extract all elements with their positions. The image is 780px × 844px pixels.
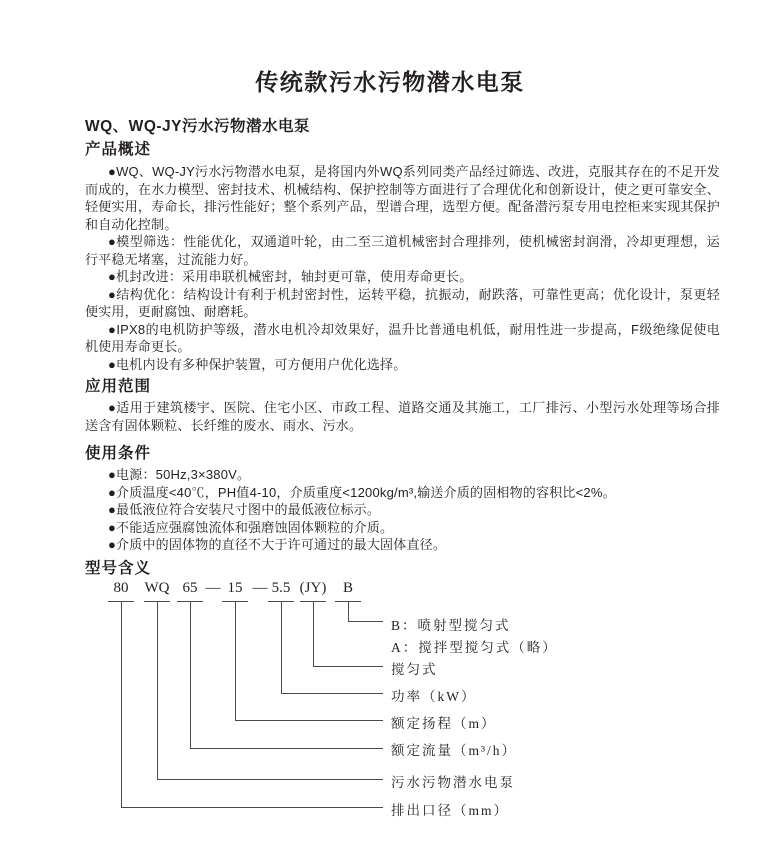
model-code-part-jy: (JY) [299, 579, 327, 596]
model-label-b-jet-mixing: B：喷射型搅匀式 [391, 617, 511, 633]
model-label-rated-head: 额定扬程（m） [391, 715, 497, 731]
document-content [0, 114, 780, 830]
model-label-mixing-type: 搅匀式 [391, 661, 438, 677]
connector-vline [348, 601, 349, 622]
model-code-part-series: WQ [144, 579, 170, 596]
model-label-pump-type: 污水污物潜水电泵 [391, 774, 515, 790]
connector-hline [235, 720, 383, 721]
overview-paragraph: ●模型筛选：性能优化，双通道叶轮，由二至三道机械密封合理排列，使机械密封润滑，冷却更理想，运行平稳无堵塞，过流能力好。 [85, 234, 720, 267]
overview-paragraph: ●电机内设有多种保护装置，可方便用户优化选择。 [108, 356, 407, 372]
connector-vline [235, 601, 236, 721]
section-heading-model-meaning: 型号含义 [85, 559, 152, 577]
section-heading-application-range: 应用范围 [85, 378, 152, 395]
connector-hline [190, 748, 383, 749]
overview-paragraph: ●结构优化：结构设计有利于机封密封性，运转平稳，抗振动，耐跌落，可靠性更高；优化设计，泵更轻便实用，更耐腐蚀、耐磨耗。 [85, 286, 720, 319]
condition-item: ●最低液位符合安装尺寸图中的最低液位标示。 [108, 502, 381, 517]
condition-item: ●介质中的固体物的直径不大于许可通过的最大固体直径。 [108, 537, 447, 552]
model-code-part-b: B [342, 579, 354, 596]
model-code-part-head: 15 [227, 579, 243, 596]
subtitle: WQ、WQ-JY污水污物潜水电泵 [85, 118, 310, 135]
connector-vline [281, 601, 282, 694]
overview-paragraph: ●机封改进：采用串联机械密封，轴封更可靠，使用寿命更长。 [108, 269, 473, 284]
model-code-part-outlet: 80 [113, 579, 129, 596]
model-code-part-flow: 65 [182, 579, 198, 596]
condition-item: ●电源：50Hz,3×380V。 [108, 467, 251, 482]
application-paragraph: ●适用于建筑楼宇、医院、住宅小区、市政工程、道路交通及其施工，工厂排污、小型污水处理等场合排送含有固体颗粒、长纤维的废水、雨水、污水。 [85, 400, 720, 433]
page-title: 传统款污水污物潜水电泵 [255, 69, 525, 95]
connector-hline [348, 621, 383, 622]
model-label-power: 功率（kW） [391, 688, 477, 704]
condition-item: ●不能适应强腐蚀流体和强磨蚀固体颗粒的介质。 [108, 519, 394, 535]
connector-vline [313, 601, 314, 667]
model-label-outlet-diameter: 排出口径（mm） [391, 802, 510, 818]
model-code-diagram [85, 578, 725, 830]
model-label-a-agitating-mixing: A：搅拌型搅匀式（略） [391, 639, 558, 655]
section-heading-product-overview: 产品概述 [85, 141, 152, 158]
condition-item: ●介质温度<40℃，PH值4-10，介质重度<1200kg/m³,输送介质的固相物的容积比<2%。 [108, 484, 616, 500]
connector-hline [157, 779, 383, 780]
overview-paragraph: ●WQ、WQ-JY污水污物潜水电泵，是将国内外WQ系列同类产品经过筛选、改进，克服其存在的不足开发而成的，在水力模型、密封技术、机械结构、保护控制等方面进行了合理优化和创新设计，使之更可靠安全、轻便实用，寿命长，排污性能好；整个系列产品，型谱合理，选型方便。配备潜污泵专用电控柜来实现其保护和自动化控制。 [85, 164, 720, 232]
model-code-dash: — [205, 579, 221, 596]
model-label-rated-flow: 额定流量（m³/h） [391, 742, 518, 758]
connector-hline [313, 666, 383, 667]
model-code-part-power: 5.5 [271, 579, 291, 596]
connector-hline [121, 807, 383, 808]
connector-vline [121, 601, 122, 808]
connector-vline [190, 601, 191, 749]
section-heading-usage-conditions: 使用条件 [85, 445, 152, 462]
connector-hline [281, 693, 383, 694]
overview-paragraph: ●IPX8的电机防护等级，潜水电机冷却效果好，温升比普通电机低，耐用性进一步提高，F级绝缘促使电机使用寿命更长。 [85, 321, 720, 354]
model-code-dash: — [252, 579, 268, 596]
connector-vline [157, 601, 158, 780]
